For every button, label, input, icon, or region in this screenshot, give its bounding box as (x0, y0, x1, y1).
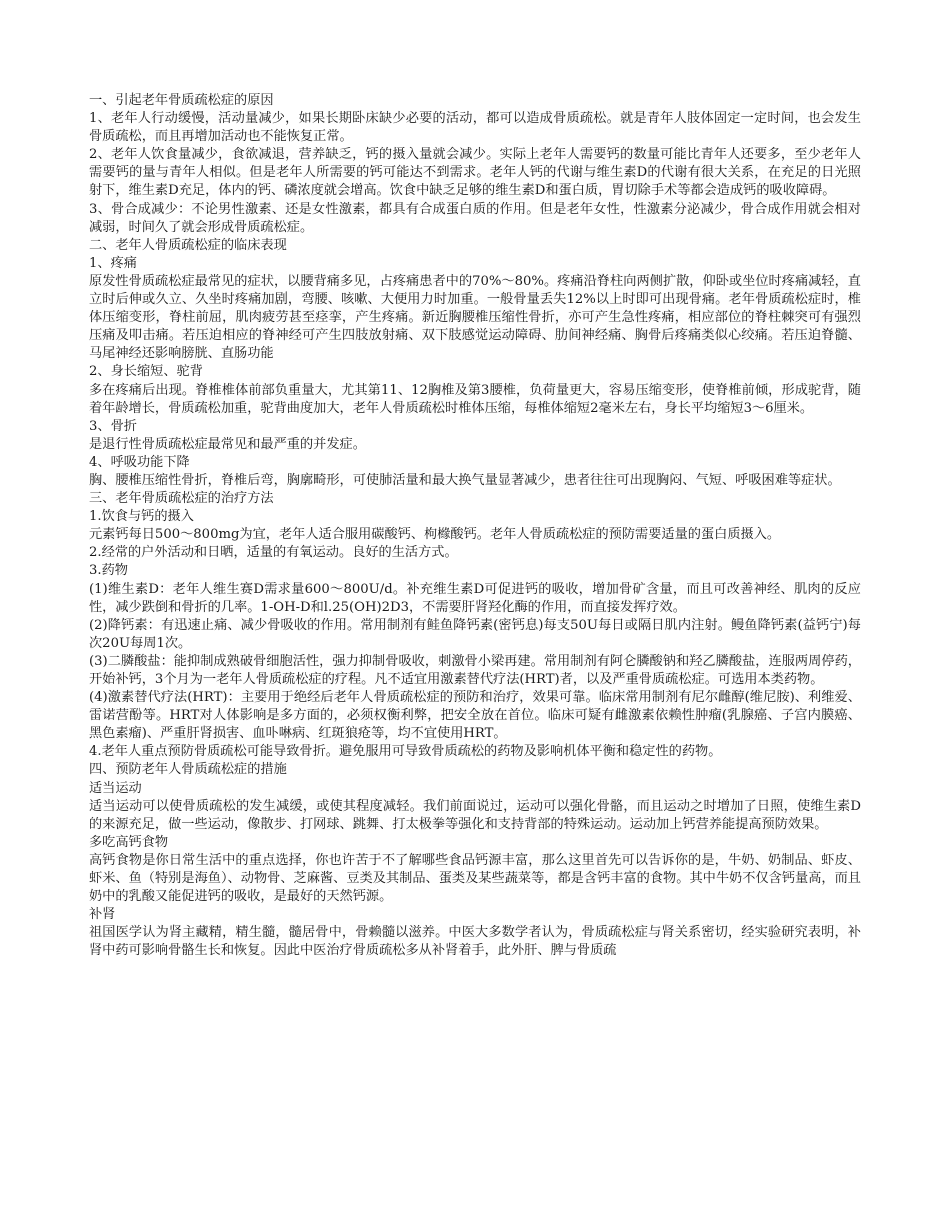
paragraph: 1、老年人行动缓慢，活动量减少，如果长期卧床缺少必要的活动，都可以造成骨质疏松。就是青年人肢体固定一定时间，也会发生骨质疏松，而且再增加活动也不能恢复正常。 (89, 111, 861, 145)
section-heading: 三、老年骨质疏松症的治疗方法 (89, 491, 274, 507)
paragraph: 多在疼痛后出现。脊椎椎体前部负重量大，尤其第11、12胸椎及第3腰椎，负荷量更大，容易压缩变形，使脊椎前倾，形成驼背，随着年龄增长，骨质疏松加重，驼背曲度加大，老年人骨质疏松时椎体压缩，每椎体缩短2毫米左右，身长平均缩短3～6厘米。 (89, 382, 861, 416)
subsection-heading: 多吃高钙食物 (89, 834, 169, 850)
subsection-heading: 3、骨折 (89, 418, 137, 434)
subsection-heading: 适当运动 (89, 780, 142, 796)
subsection-heading: 1.饮食与钙的摄入 (89, 509, 194, 525)
section-heading: 四、预防老年人骨质疏松症的措施 (89, 762, 287, 778)
subsection-heading: 2、身长缩短、驼背 (89, 364, 203, 380)
paragraph: 胸、腰椎压缩性骨折，脊椎后弯，胸廓畸形，可使肺活量和最大换气量显著减少，患者往往可出现胸闷、气短、呼吸困难等症状。 (89, 472, 841, 488)
paragraph: (4)激素替代疗法(HRT)：主要用于绝经后老年人骨质疏松症的预防和治疗，效果可靠。临床常用制剂有尼尔雌醇(维尼胺)、利维爱、雷诺营酚等。HRT对人体影响是多方面的，必须权衡利弊，把安全放在首位。临床可疑有雌激素依赖性肿瘤(乳腺癌、子宫内膜癌、黑色素瘤)、严重肝肾损害、血卟啉病、红斑狼疮等，均不宜使用HRT。 (89, 690, 861, 742)
paragraph: 高钙食物是你日常生活中的重点选择，你也许苦于不了解哪些食品钙源丰富，那么这里首先可以告诉你的是，牛奶、奶制品、虾皮、虾米、鱼（特别是海鱼）、动物骨、芝麻酱、豆类及其制品、蛋类及某些蔬菜等，都是含钙丰富的食物。其中牛奶不仅含钙量高，而且奶中的乳酸又能促进钙的吸收，是最好的天然钙源。 (89, 852, 861, 905)
paragraph: 3、骨合成减少：不论男性激素、还是女性激素，都具有合成蛋白质的作用。但是老年女性，性激素分泌减少，骨合成作用就会相对减弱，时间久了就会形成骨质疏松症。 (89, 201, 861, 235)
paragraph: (1)维生素D：老年人维生赛D需求量600～800U/d。补充维生素D可促进钙的吸收，增加骨矿含量，而且可改善神经、肌肉的反应性，减少跌倒和骨折的几率。1-OH-D和l.25(OH)2D3，不需要肝肾羟化酶的作用，而直接发挥疗效。 (89, 581, 861, 615)
section-heading: 二、老年人骨质疏松症的临床表现 (89, 237, 287, 253)
paragraph: 原发性骨质疏松症最常见的症状，以腰背痛多见，占疼痛患者中的70%～80%。疼痛沿脊柱向两侧扩散，仰卧或坐位时疼痛减轻，直立时后伸或久立、久坐时疼痛加剧，弯腰、咳嗽、大便用力时加重。一般骨量丢失12%以上时即可出现骨痛。老年骨质疏松症时，椎体压缩变形，脊柱前屈，肌肉疲劳甚至痉挛，产生疼痛。新近胸腰椎压缩性骨折，亦可产生急性疼痛，相应部位的脊柱棘突可有强烈压痛及叩击痛。若压迫相应的脊神经可产生四肢放射痛、双下肢感觉运动障碍、肋间神经痛、胸骨后疼痛类似心绞痛。若压迫脊髓、马尾神经还影响膀胱、直肠功能 (89, 273, 861, 362)
paragraph: 祖国医学认为肾主藏精，精生髓，髓居骨中，骨赖髓以滋养。中医大多数学者认为，骨质疏松症与肾关系密切，经实验研究表明，补肾中药可影响骨骼生长和恢复。因此中医治疗骨质疏松多从补肾着手，此外肝、脾与骨质疏 (89, 925, 861, 959)
paragraph: (2)降钙素：有迅速止痛、减少骨吸收的作用。常用制剂有鲑鱼降钙素(密钙息)每支50U每日或隔日肌内注射。鳗鱼降钙素(益钙宁)每次20U每周1次。 (89, 617, 861, 651)
paragraph: 是退行性骨质疏松症最常见和最严重的并发症。 (89, 436, 366, 452)
document-body (89, 92, 861, 961)
subsection-heading: 补肾 (89, 907, 116, 923)
paragraph: (3)二膦酸盐：能抑制成熟破骨细胞活性，强力抑制骨吸收，刺激骨小梁再建。常用制剂有阿仑膦酸钠和羟乙膦酸盐，连服两周停药，开始补钙，3个月为一老年人骨质疏松症的疗程。凡不适宜用激素替代疗法(HRT)者，以及严重骨质疏松症。可选用本类药物。 (89, 653, 861, 687)
paragraph: 2、老年人饮食量减少，食欲减退，营养缺乏，钙的摄入量就会减少。实际上老年人需要钙的数量可能比青年人还要多，至少老年人需要钙的量与青年人相似。但是老年人所需要的钙可能达不到需求。老年人钙的代谢与维生素D的代谢有很大关系，在充足的日光照射下，维生素D充足，体内的钙、磷浓度就会增高。饮食中缺乏足够的维生素D和蛋白质，胃切除手术等都会造成钙的吸收障碍。 (89, 147, 861, 199)
section-heading: 一、引起老年骨质疏松症的原因 (89, 93, 274, 108)
paragraph: 适当运动可以使骨质疏松的发生减缓，或使其程度减轻。我们前面说过，运动可以强化骨骼，而且运动之时增加了日照，使维生素D的来源充足，做一些运动，像散步、打网球、跳舞、打太极拳等强化和支持背部的特殊运动。运动加上钙营养能提高预防效果。 (89, 798, 861, 832)
paragraph: 元素钙每日500～800mg为宜，老年人适合服用碳酸钙、枸橼酸钙。老年人骨质疏松症的预防需要适量的蛋白质摄入。 (89, 527, 781, 543)
subsection-heading: 4、呼吸功能下降 (89, 454, 190, 470)
subsection-heading: 1、疼痛 (89, 255, 137, 271)
paragraph: 2.经常的户外活动和日晒，适量的有氧运动。良好的生活方式。 (89, 545, 458, 561)
subsection-heading: 3.药物 (89, 563, 128, 579)
paragraph: 4.老年人重点预防骨质疏松可能导致骨折。避免服用可导致骨质疏松的药物及影响机体平衡和稳定性的药物。 (89, 744, 722, 760)
